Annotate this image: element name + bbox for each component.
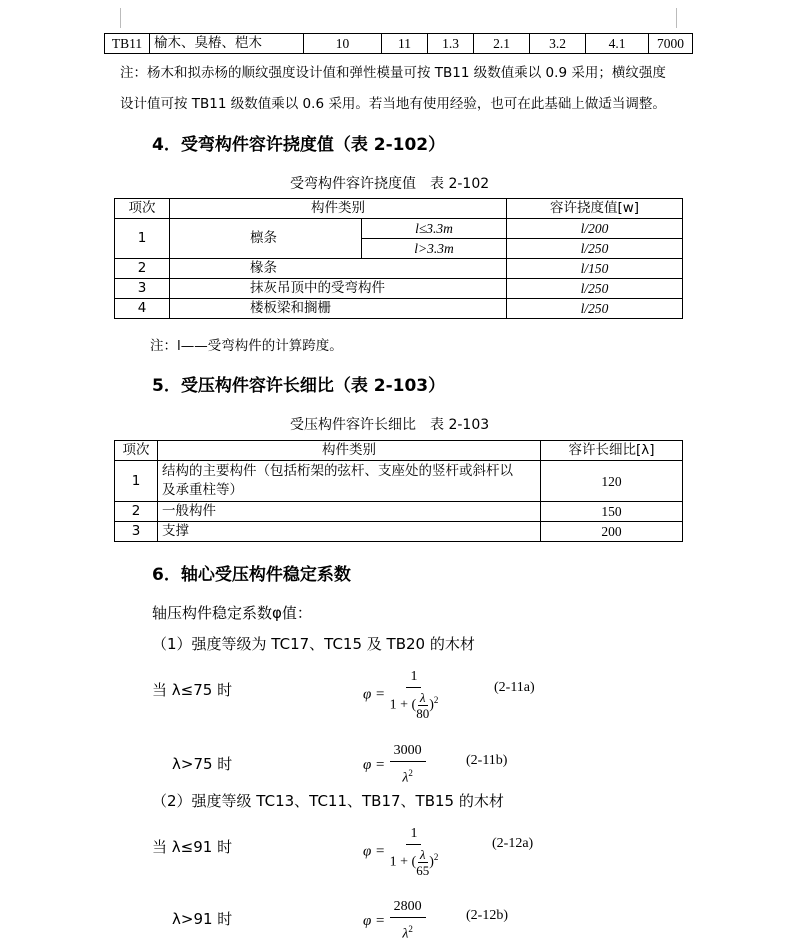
- row-no: 3: [115, 522, 158, 542]
- row-type: 支撑: [158, 522, 541, 542]
- row-type: 一般构件: [158, 502, 541, 522]
- formula-lhs: φ =: [363, 843, 386, 860]
- formula-2-12a: [363, 825, 438, 878]
- formula-lhs: φ =: [363, 912, 386, 929]
- deflection-table: [114, 198, 683, 319]
- row-type: [158, 461, 541, 502]
- value-cell: 3.2: [530, 34, 586, 54]
- formula-denominator: $\lambda^2$: [402, 768, 413, 786]
- formula-2-11b: [363, 742, 426, 788]
- table-row: [115, 259, 683, 279]
- row-value: l/250: [507, 299, 683, 319]
- row-type: 檩条: [170, 219, 362, 259]
- formula-2-11a-condition: 当 λ≤75 时: [152, 681, 233, 699]
- slenderness-table: [114, 440, 683, 542]
- section6-heading: 6．轴心受压构件稳定系数: [152, 565, 351, 585]
- inner-fraction: $\frac{\lambda}{80}$: [416, 690, 430, 721]
- row-no: 4: [115, 299, 170, 319]
- row-no: 3: [115, 279, 170, 299]
- table-header-row: [115, 441, 683, 461]
- row-value: 150: [541, 502, 683, 522]
- page-corner-mark-left: [120, 8, 121, 28]
- row-value: l/250: [507, 239, 683, 259]
- formula-numerator: 2800: [390, 898, 426, 918]
- section5-heading: 5．受压构件容许长细比（表 2-103）: [152, 376, 446, 396]
- note-top-line1: 注：杨木和拟赤杨的顺纹强度设计值和弹性模量可按 TB11 级数值乘以 0.9 采用；横纹强度: [120, 65, 666, 81]
- row-no: 1: [115, 461, 158, 502]
- note-top-line2: 设计值可按 TB11 级数值乘以 0.6 采用。若当地有使用经验，也可在此基础上做适当调整。: [120, 96, 666, 112]
- formula-numerator: 3000: [390, 742, 426, 762]
- section4-note: 注：l——受弯构件的计算跨度。: [150, 338, 343, 354]
- row-type-line1: 结构的主要构件（包括桁架的弦杆、支座处的竖杆或斜杆以: [162, 463, 513, 479]
- header-value: 容许长细比[λ]: [541, 441, 683, 461]
- header-value: 容许挠度值[w]: [507, 199, 683, 219]
- table-row: [115, 461, 683, 502]
- formula-2-11b-condition: λ>75 时: [172, 755, 233, 773]
- header-type: 构件类别: [170, 199, 507, 219]
- formula-2-12b-condition: λ>91 时: [172, 910, 233, 928]
- formula-2-12a-condition: 当 λ≤91 时: [152, 838, 233, 856]
- formula-fraction: [390, 898, 426, 944]
- formula-lhs: φ =: [363, 756, 386, 773]
- value-cell: 11: [382, 34, 428, 54]
- header-no: 项次: [115, 441, 158, 461]
- formula-fraction: [390, 668, 439, 721]
- formula-fraction: [390, 825, 439, 878]
- table-row: [115, 299, 683, 319]
- row-value: l/150: [507, 259, 683, 279]
- row-value: 200: [541, 522, 683, 542]
- row-no: 2: [115, 502, 158, 522]
- row-no: 2: [115, 259, 170, 279]
- equation-number: (2-11b): [466, 753, 508, 768]
- row-type: 楼板梁和搁栅: [170, 299, 507, 319]
- formula-2-11a: [363, 668, 438, 721]
- grade-cell: TB11: [105, 34, 150, 54]
- case2-label: （2）强度等级 TC13、TC11、TB17、TB15 的木材: [152, 792, 504, 810]
- table-row: [105, 34, 693, 54]
- header-no: 项次: [115, 199, 170, 219]
- inner-fraction: $\frac{\lambda}{65}$: [416, 847, 430, 878]
- formula-numerator: 1: [406, 825, 421, 845]
- row-type: 抹灰吊顶中的受弯构件: [170, 279, 507, 299]
- table-row: [115, 279, 683, 299]
- row-value: l/200: [507, 219, 683, 239]
- row-sub-condition: l≤3.3m: [362, 219, 507, 239]
- table-row: [115, 522, 683, 542]
- row-type: 椽条: [170, 259, 507, 279]
- equation-number: (2-11a): [494, 680, 535, 695]
- value-cell: 2.1: [474, 34, 530, 54]
- value-cell: 7000: [649, 34, 693, 54]
- equation-number: (2-12a): [492, 836, 534, 851]
- value-cell: 4.1: [586, 34, 649, 54]
- value-cell: 1.3: [428, 34, 474, 54]
- section6-intro: 轴压构件稳定系数φ值：: [152, 604, 312, 622]
- formula-2-12b: [363, 898, 426, 944]
- section5-caption: 受压构件容许长细比 表 2-103: [290, 417, 490, 433]
- row-sub-condition: l>3.3m: [362, 239, 507, 259]
- page-corner-mark-right: [676, 8, 677, 28]
- formula-denominator: $\lambda^2$: [402, 924, 413, 942]
- case1-label: （1）强度等级为 TC17、TC15 及 TB20 的木材: [152, 635, 475, 653]
- formula-denominator: 1 + ( $\frac{\lambda}{65}$ )$^2$: [389, 847, 439, 878]
- table-header-row: [115, 199, 683, 219]
- header-type: 构件类别: [158, 441, 541, 461]
- row-no: 1: [115, 219, 170, 259]
- formula-numerator: 1: [406, 668, 421, 688]
- row-value: 120: [541, 461, 683, 502]
- material-table-continuation: [104, 33, 693, 54]
- table-row: [115, 219, 683, 239]
- row-value: l/250: [507, 279, 683, 299]
- formula-denominator: 1 + ( $\frac{\lambda}{80}$ )$^2$: [389, 690, 439, 721]
- value-cell: 10: [304, 34, 382, 54]
- formula-fraction: [390, 742, 426, 788]
- section4-heading: 4．受弯构件容许挠度值（表 2-102）: [152, 135, 446, 155]
- formula-lhs: φ =: [363, 686, 386, 703]
- table-row: [115, 502, 683, 522]
- section4-caption: 受弯构件容许挠度值 表 2-102: [290, 176, 490, 192]
- row-type-line2: 及承重柱等）: [162, 482, 243, 498]
- species-cell: 榆木、臭椿、桤木: [150, 34, 304, 54]
- equation-number: (2-12b): [466, 908, 508, 923]
